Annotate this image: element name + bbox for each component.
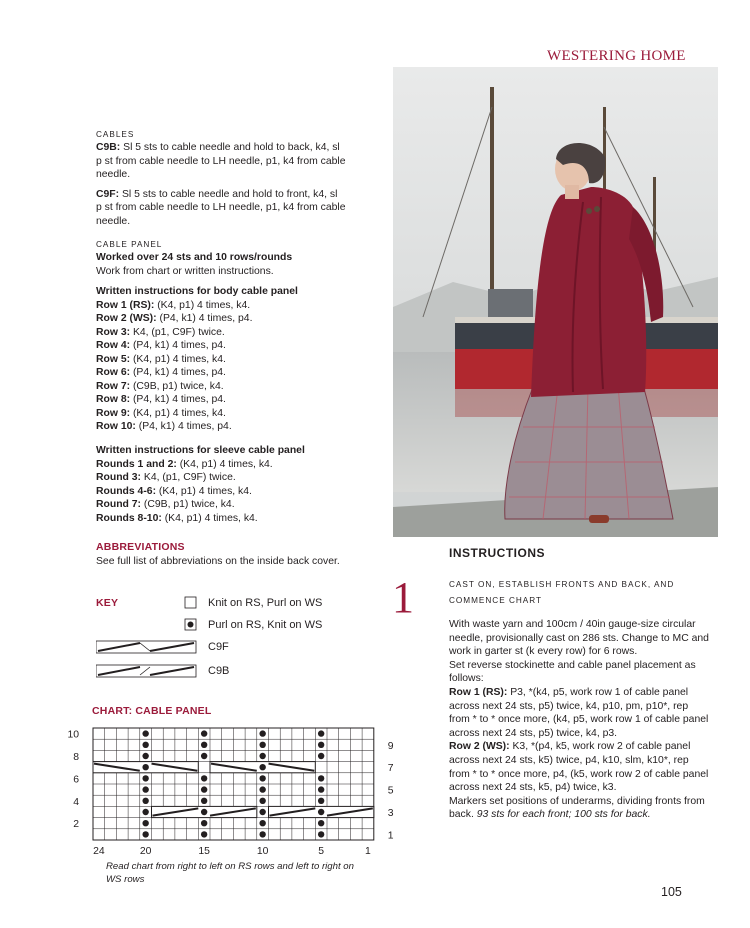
body-panel-row [96,380,386,394]
body-panel-row [96,339,386,353]
photo-woman-by-ship [393,67,718,537]
purl-stitch-dot [318,775,324,781]
purl-stitch-dot [201,730,207,736]
key-heading: KEY [96,597,119,609]
purl-stitch-dot [318,730,324,736]
chart-row-label-left: 4 [73,796,79,808]
sleeve-panel-heading: Written instructions for sleeve cable panel [96,445,305,456]
sleeve-panel-row-text: (K4, p1) 4 times, k4. [156,485,252,497]
purl-stitch-dot [318,831,324,837]
purl-stitch-dot [318,753,324,759]
chart-row-label-right: 1 [387,830,394,842]
c9b-definition [96,141,346,182]
key-label-c9f: C9F [208,641,229,653]
sleeve-panel-row-label: Rounds 4-6: [96,485,157,497]
cable-panel-chart [60,720,400,855]
instructions-row2 [449,740,711,794]
cable-panel-work-from: Work from chart or written instructions. [96,265,274,277]
instructions-para3-italic: 93 sts for each front; 100 sts for back. [476,809,651,821]
c9b-label: C9B: [96,142,121,153]
body-panel-row-text: (P4, k1) 4 times, p4. [130,367,226,378]
body-panel-row-label: Row 1 (RS): [96,299,155,311]
purl-stitch-dot [201,753,207,759]
purl-stitch-dot [201,831,207,837]
body-panel-row-label: Row 9: [96,407,131,419]
c9b-text: Sl 5 sts to cable needle and hold to back, k4, sl p st from cable needle to LH needle, p1, k4 from cable needle. [96,142,346,180]
step-number: 1 [392,573,414,622]
chart-row-label-left: 6 [73,774,79,786]
instructions-row1 [449,686,711,740]
key-label-c9b: C9B [208,665,230,677]
sleeve-panel-row-text: (K4, p1) 4 times, k4. [176,458,273,470]
purl-stitch-dot [142,730,148,736]
purl-stitch-dot [201,775,207,781]
c9b-symbol-icon [96,665,196,677]
sleeve-panel-row-label: Round 3: [96,472,142,483]
purl-stitch-dot [142,809,148,815]
key-label-purl: Purl on RS, Knit on WS [208,619,323,631]
cable-panel-section [96,239,386,278]
chart-note: Read chart from right to left on RS rows and left to right on WS rows [106,861,354,885]
abbreviations-text: See full list of abbreviations on the inside back cover. [96,555,340,567]
purl-stitch-dot [142,775,148,781]
cables-section [96,129,386,228]
key-symbols [96,592,206,684]
sleeve-panel-row [96,498,386,512]
empty-square-icon [185,597,196,608]
body-panel-row-text: (K4, p1) 4 times, k4. [154,299,251,311]
purl-stitch-dot [142,798,148,804]
chart-title: CHART: CABLE PANEL [92,705,212,717]
purl-stitch-dot [142,742,148,748]
body-panel-row [96,366,386,380]
page-number: 105 [661,885,682,899]
purl-stitch-dot [318,742,324,748]
chart-stitch-label: 5 [318,846,325,855]
instructions-row1-text: P3, *(k4, p5, work row 1 of cable panel across next 24 sts, p5) twice, k4, p10, pm, p10*, rep from * to * once more, (k4, p5, work row 1 of cable panel across next 24 sts, p5) twice, k4, p3. [449,686,709,739]
purl-stitch-dot [259,764,265,770]
photo-illustration [393,67,718,537]
body-panel-row-text: (P4, k1) 4 times, p4. [135,421,232,432]
body-panel-row-text: (K4, p1) 4 times, k4. [130,407,226,419]
body-panel-row-label: Row 4: [96,340,131,351]
purl-stitch-dot [142,753,148,759]
body-panel-row [96,407,386,421]
running-head: WESTERING HOME [547,48,686,64]
purl-stitch-dot [259,775,265,781]
c9f-definition [96,188,346,229]
chart-row-label-right: 3 [387,808,394,819]
purl-stitch-dot [259,730,265,736]
sleeve-panel-row-label: Rounds 8-10: [96,512,162,524]
purl-stitch-dot [142,764,148,770]
purl-stitch-dot [201,798,207,804]
chart-stitch-label: 24 [93,846,105,855]
chart-row-label-left: 8 [73,752,79,763]
body-panel-row-text: (C9B, p1) twice, k4. [130,380,224,392]
purl-stitch-dot [259,820,265,826]
chart-row-label-left: 2 [73,819,79,831]
purl-stitch-dot [318,820,324,826]
c9f-text: Sl 5 sts to cable needle and hold to front, k4, sl p st from cable needle to LH needle, p1, k4 from cable needle. [96,188,346,227]
purl-stitch-dot [318,809,324,815]
body-panel-row-label: Row 10: [96,421,136,432]
body-panel-row-label: Row 7: [96,380,131,392]
body-panel-row-label: Row 2 (WS): [96,313,157,324]
body-panel-heading: Written instructions for body cable panel [96,286,298,297]
purl-stitch-dot [259,798,265,804]
body-panel-row-text: K4, (p1, C9F) twice. [130,326,225,338]
purl-stitch-dot [259,809,265,815]
body-panel-row-text: (P4, k1) 4 times, p4. [156,313,253,324]
sleeve-panel-row [96,485,386,499]
purl-stitch-dot [142,831,148,837]
body-panel-row-label: Row 6: [96,367,131,378]
abbreviations-section [96,541,386,568]
instructions-row2-text: K3, *(p4, k5, work row 2 of cable panel across next 24 sts, k5) twice, p4, k10, slm, k10*, rep from * to * once more, p4, (k5, work row 2 of cable panel across next 24 sts, k5, p4) twice, k3. [449,741,709,794]
sleeve-panel-section [96,444,386,525]
chart-row-label-right: 5 [387,785,394,797]
chart-row-label-right: 7 [387,763,394,775]
chart-row-label-right: 9 [387,740,394,752]
sleeve-panel-row-text: K4, (p1, C9F) twice. [141,472,236,483]
purl-stitch-dot [259,831,265,837]
sleeve-panel-row [96,512,386,526]
instructions-title: INSTRUCTIONS [449,546,545,560]
purl-stitch-dot [201,786,207,792]
c9f-symbol-icon [96,641,196,653]
body-panel-row [96,326,386,340]
purl-stitch-dot [201,809,207,815]
sleeve-panel-row [96,458,386,472]
cables-heading: CABLES [96,130,135,139]
body-panel-row-label: Row 8: [96,394,131,405]
sleeve-panel-row [96,471,386,485]
purl-stitch-dot [142,786,148,792]
body-panel-row [96,353,386,367]
instructions-para3-text: Markers set positions of underarms, dividing fronts from back. [449,795,705,821]
instructions-row2-label: Row 2 (WS): [449,741,510,753]
purl-stitch-dot [259,786,265,792]
chart-stitch-label: 15 [198,846,210,855]
body-panel-section [96,285,386,434]
sleeve-panel-row-label: Rounds 1 and 2: [96,458,177,470]
purl-stitch-dot [318,798,324,804]
abbreviations-heading: ABBREVIATIONS [96,541,185,553]
cable-panel-worked-over: Worked over 24 sts and 10 rows/rounds [96,252,293,263]
instructions-body [449,577,711,822]
sleeve-panel-row-text: (K4, p1) 4 times, k4. [161,512,258,524]
chart-stitch-label: 1 [365,846,371,855]
body-panel-rows [96,299,386,434]
purl-stitch-dot [259,742,265,748]
body-panel-row [96,312,386,326]
body-panel-row-text: (K4, p1) 4 times, k4. [130,353,226,365]
purl-stitch-dot [201,820,207,826]
purl-stitch-dot [318,786,324,792]
key-legend [96,592,356,684]
sleeve-panel-rows [96,458,386,526]
body-panel-row [96,420,386,434]
chart-stitch-label: 20 [139,846,152,855]
instructions-row1-label: Row 1 (RS): [449,686,508,698]
c9f-label: C9F: [96,188,120,200]
body-panel-row-label: Row 3: [96,326,131,338]
sleeve-panel-row-label: Round 7: [96,499,142,510]
instructions-para3 [449,795,711,822]
chart-stitch-label: 10 [256,846,269,855]
sleeve-panel-row-text: (C9B, p1) twice, k4. [141,499,235,510]
cable-panel-heading: CABLE PANEL [96,240,163,249]
body-panel-row-text: (P4, k1) 4 times, p4. [130,340,226,351]
purl-stitch-dot [259,753,265,759]
instructions-para1: With waste yarn and 100cm / 40in gauge-size circular needle, provisionally cast on 286 sts. Change to MC and work in garter st (k every row) for 6 rows. [449,619,709,658]
key-label-knit: Knit on RS, Purl on WS [208,597,323,609]
body-panel-row-label: Row 5: [96,353,131,365]
body-panel-row-text: (P4, k1) 4 times, p4. [130,394,226,405]
chart-row-label-left: 10 [67,729,79,741]
step-heading: CAST ON, ESTABLISH FRONTS AND BACK, AND COMMENCE CHART [449,580,675,605]
instructions-para2: Set reverse stockinette and cable panel placement as follows: [449,659,696,685]
body-panel-row [96,393,386,407]
purl-stitch-dot [142,820,148,826]
purl-stitch-dot [201,742,207,748]
body-panel-row [96,299,386,313]
